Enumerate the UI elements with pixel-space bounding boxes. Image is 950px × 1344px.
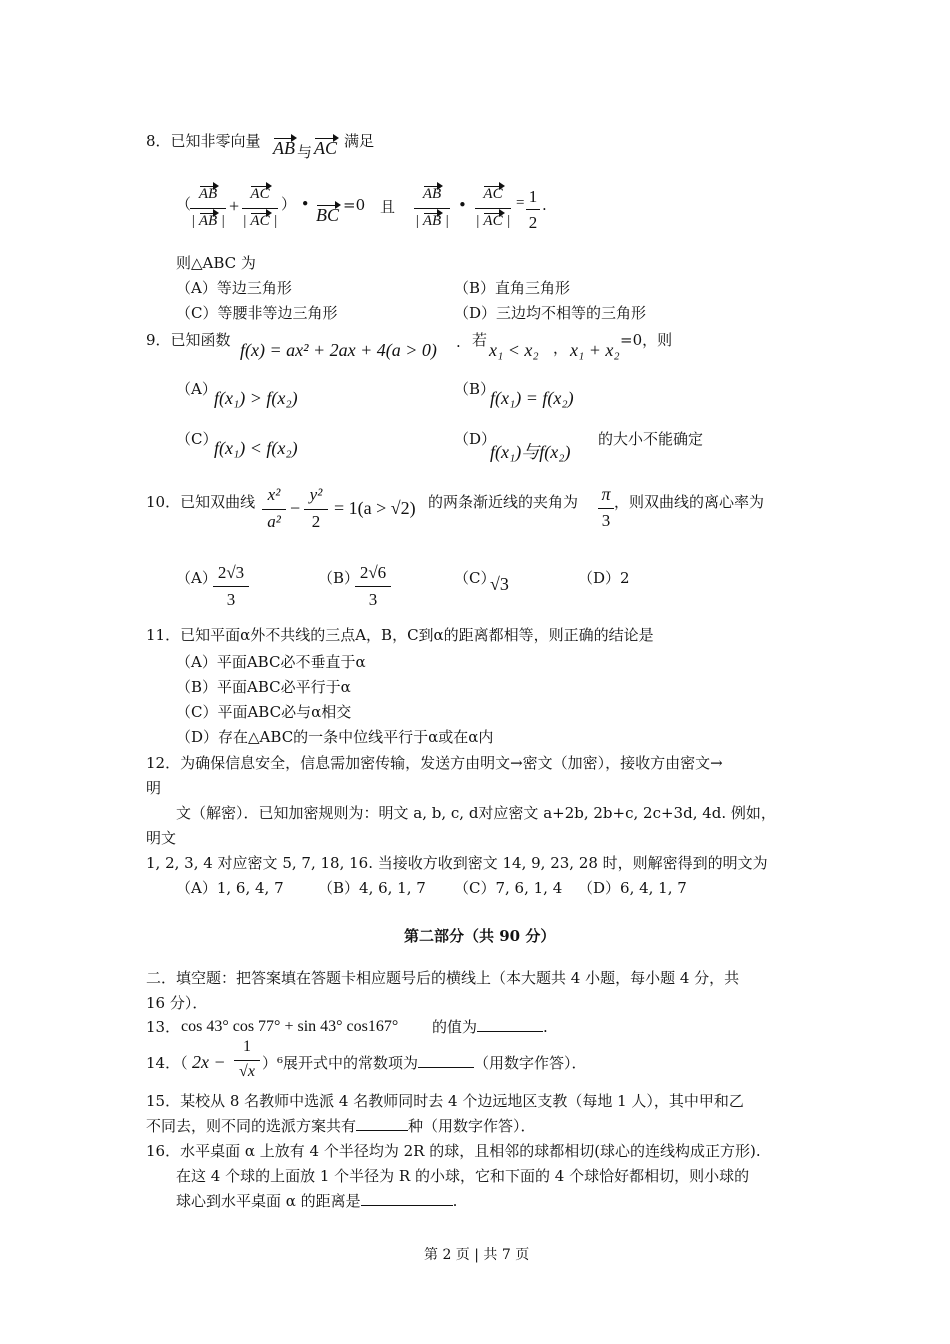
q8-close-dot: ） •: [281, 195, 310, 213]
q14-num: 14．（: [146, 1054, 188, 1072]
part2-title: 第二部分（共 90 分）: [404, 927, 556, 945]
q10-bar2: [304, 509, 328, 510]
q9-label-a: （A）: [176, 380, 217, 398]
q8-eq: =: [516, 195, 525, 211]
q12-option-b: （B）4, 6, 1, 7: [318, 879, 426, 897]
q10-stem: 10．已知双曲线: [146, 493, 256, 511]
q9-cond-b: x₁ + x₂: [570, 340, 620, 360]
q13-num: 13．: [146, 1018, 181, 1036]
q12-option-c: （C）7, 6, 1, 4: [454, 879, 563, 897]
q15-answer-blank[interactable]: [356, 1130, 408, 1131]
q10-label-c: （C）: [454, 569, 496, 587]
q16-line2: 在这 4 个球的上面放 1 个半径为 R 的小球，它和下面的 4 个球恰好都相切，则小球的: [176, 1167, 750, 1185]
q9-label-b: （B）: [454, 380, 496, 398]
q9-comma: ，: [553, 339, 569, 357]
q8-cond1: （: [176, 195, 192, 213]
q10-option-a-num: 2√3: [217, 563, 245, 582]
q10-eq-tail: = 1(a > √2): [334, 498, 416, 518]
q8-stem: 8．已知非零向量: [146, 132, 261, 150]
q10-label-a: （A）: [176, 569, 217, 587]
q8-vector-bc: BC: [316, 205, 340, 225]
q8-period: .: [542, 196, 547, 214]
q11-stem: 11．已知平面α外不共线的三点A，B，C到α的距离都相等，则正确的结论是: [146, 626, 654, 644]
q12-line2: 明: [146, 779, 162, 797]
q10-bar-b: [355, 586, 391, 587]
q10-option-c: √3: [490, 574, 509, 594]
q8-half-bar: [526, 209, 540, 210]
q10-pi: π: [601, 484, 611, 504]
q16-answer-blank[interactable]: [361, 1205, 453, 1206]
q9-label-d: （D）: [454, 430, 497, 448]
q8-frac4-den: | AC |: [475, 213, 511, 229]
q8-vector-ab: AB: [273, 138, 295, 158]
q9-option-a: f(x₁) > f(x₂): [214, 388, 298, 408]
q8-half-den: 2: [528, 213, 538, 232]
q16-line1: 16．水平桌面 α 上放有 4 个半径均为 2R 的球，且相邻的球都相切(球心的连线构成正方形).: [146, 1142, 761, 1160]
q12-line4: 明文: [146, 829, 177, 847]
q9-dot: .: [456, 333, 461, 351]
q14-frac-bar: [234, 1060, 260, 1061]
q9-label-c: （C）: [176, 430, 218, 448]
q8-frac2-den: | AC |: [242, 213, 278, 229]
q10-text3: ，则双曲线的离心率为: [614, 493, 765, 511]
q8-option-a: （A）等边三角形: [176, 279, 292, 297]
q9-option-c: f(x₁) < f(x₂): [214, 438, 298, 458]
q12-line3: 文（解密）．已知加密规则为：明文 a, b, c, d对应密文 a+2b, 2b+c, 2c+3d, 4d. 例如，: [176, 804, 776, 822]
q10-text2: 的两条渐近线的夹角为: [428, 493, 579, 511]
part2-intro-line1: 二．填空题：把答案填在答题卡相应题号后的横线上（本大题共 4 小题，每小题 4 分，共: [146, 969, 740, 987]
q14-frac-den: √x: [239, 1063, 255, 1080]
q8-frac4-num: AC: [483, 186, 503, 202]
q8-option-b: （B）直角三角形: [454, 279, 571, 297]
q10-three: 3: [601, 511, 611, 530]
q13-answer-blank[interactable]: [477, 1031, 543, 1032]
q10-x2: x²: [267, 485, 281, 504]
q16-line3: 球心到水平桌面 α 的距离是 .: [176, 1192, 458, 1210]
q8-option-d: （D）三边均不相等的三角形: [454, 304, 647, 322]
q14-answer-blank[interactable]: [418, 1067, 474, 1068]
q8-option-c: （C）等腰非等边三角形: [176, 304, 338, 322]
q10-option-a-den: 3: [226, 590, 236, 609]
q8-dot: •: [458, 196, 467, 214]
q8-qie: 且: [380, 198, 396, 216]
q8-frac4-bar: [475, 208, 511, 209]
q10-bar-a: [213, 586, 249, 587]
q9-option-b: f(x₁) = f(x₂): [490, 388, 574, 408]
q8-vector-ac: AC: [314, 138, 338, 158]
q8-stem-tail: 满足: [344, 132, 375, 150]
page-footer: 第 2 页 | 共 7 页: [424, 1247, 530, 1263]
q12-line1: 12．为确保信息安全，信息需加密传输，发送方由明文→密文（加密），接收方由密文→: [146, 754, 723, 772]
part2-intro-line2: 16 分）．: [146, 994, 208, 1012]
q15-line2: 不同去，则不同的选派方案共有 种（用数字作答）．: [146, 1117, 536, 1135]
q8-cond1-tail: =0: [343, 196, 366, 214]
q14-expr: 2x −: [192, 1052, 226, 1072]
q8-frac1-num: AB: [198, 186, 218, 202]
q15-line1: 15．某校从 8 名教师中选派 4 名教师同时去 4 个边远地区支教（每地 1 人），其中甲和乙: [146, 1092, 744, 1110]
q13-tail: 的值为 .: [432, 1018, 548, 1036]
q10-option-b-num: 2√6: [359, 563, 387, 582]
q12-option-a: （A）1, 6, 4, 7: [176, 879, 284, 897]
q8-frac3-num: AB: [422, 186, 442, 202]
q9-function: f(x) = ax² + 2ax + 4(a > 0): [240, 340, 437, 360]
q10-bar3: [598, 508, 614, 509]
q8-frac3-bar: [414, 208, 450, 209]
q8-frac1-bar: [190, 208, 226, 209]
q9-ruo: 若: [472, 331, 488, 349]
q8-yu: 与: [297, 143, 313, 161]
q10-minus: −: [290, 498, 301, 518]
q10-option-b-den: 3: [368, 590, 378, 609]
q10-y2: y²: [309, 485, 323, 504]
q8-frac2-bar: [242, 208, 278, 209]
q14-frac-num: 1: [243, 1038, 251, 1055]
q11-option-a: （A）平面ABC必不垂直于α: [176, 653, 366, 671]
q8-frac1-den: | AB |: [190, 213, 226, 229]
q12-line5: 1, 2, 3, 4 对应密文 5, 7, 18, 16. 当接收方收到密文 14, 9, 23, 28 时，则解密得到的明文为: [146, 854, 768, 872]
q8-frac2-num: AC: [250, 186, 270, 202]
q11-option-b: （B）平面ABC必平行于α: [176, 678, 351, 696]
q9-option-d: f(x₁)与f(x₂): [490, 442, 571, 462]
q10-option-d: （D）2: [578, 569, 630, 587]
q11-option-d: （D）存在△ABC的一条中位线平行于α或在α内: [176, 728, 494, 746]
q8-half-num: 1: [528, 187, 538, 206]
q10-two: 2: [311, 512, 321, 531]
q13-expr: cos 43° cos 77° + sin 43° cos167°: [181, 1018, 399, 1035]
q11-option-c: （C）平面ABC必与α相交: [176, 703, 352, 721]
q10-label-b: （B）: [318, 569, 360, 587]
q9-stem: 9．已知函数: [146, 331, 231, 349]
q8-then: 则△ABC 为: [176, 254, 256, 272]
q9-cond-a: x₁ < x₂: [489, 340, 539, 360]
q10-bar1: [262, 509, 286, 510]
q9-tail: =0，则: [620, 331, 673, 349]
q9-option-d-tail: 的大小不能确定: [598, 430, 704, 448]
q14-tail: ）⁶展开式中的常数项为 （用数字作答）．: [262, 1054, 587, 1072]
q12-option-d: （D）6, 4, 1, 7: [578, 879, 687, 897]
q8-frac3-den: | AB |: [414, 213, 450, 229]
q8-plus: +: [229, 196, 240, 216]
q10-a2: a²: [267, 512, 281, 531]
